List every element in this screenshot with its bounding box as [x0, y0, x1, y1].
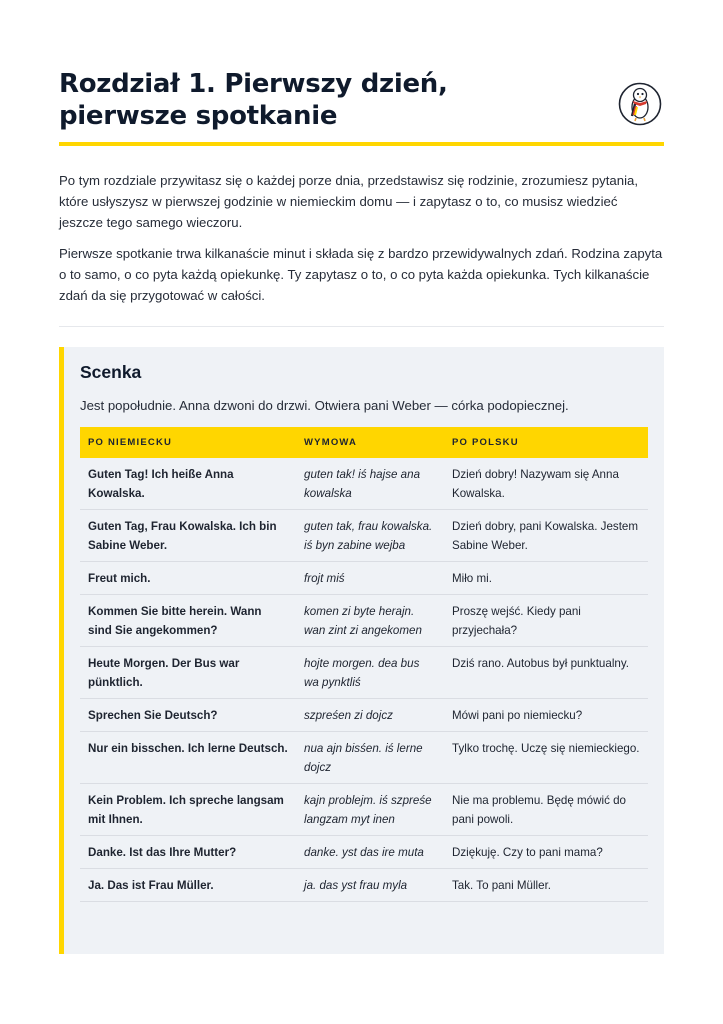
polish-translation: Dzień dobry, pani Kowalska. Jestem Sabine Weber. — [444, 510, 648, 562]
scene-panel — [59, 347, 664, 954]
table-row — [80, 869, 648, 902]
german-phrase: Sprechen Sie Deutsch? — [80, 699, 296, 732]
german-phrase: Nur ein bisschen. Ich lerne Deutsch. — [80, 732, 296, 784]
german-phrase: Heute Morgen. Der Bus war pünktlich. — [80, 647, 296, 699]
scene-title: Scenka — [80, 362, 142, 382]
german-phrase: Freut mich. — [80, 562, 296, 595]
intro-paragraph: Po tym rozdziale przywitasz się o każdej porze dnia, przedstawisz się rodzinie, zrozumiesz pytania, które usłyszysz w pierwszej godzinie w niemieckim domu — i zapytasz o to, co musisz wiedzieć jeszcze tego samego wieczoru. — [59, 173, 639, 230]
scene-description: Jest popołudnie. Anna dzwoni do drzwi. Otwiera pani Weber — córka podopiecznej. — [80, 398, 569, 413]
intro-paragraph: Pierwsze spotkanie trwa kilkanaście minut i składa się z bardzo przewidywalnych zdań. Rodzina zapyta o to samo, o co pyta każdą opiekunkę. Ty zapytasz o to, o co pyta każda opiekunka. Tych kilkanaście zdań da się przygotować w całości. — [59, 246, 663, 303]
table-row — [80, 836, 648, 869]
page-content — [59, 0, 664, 327]
polish-translation: Tylko trochę. Uczę się niemieckiego. — [444, 732, 648, 784]
chapter-title: Rozdział 1. Pierwszy dzień, pierwsze spotkanie — [59, 69, 448, 131]
polish-translation: Tak. To pani Müller. — [444, 869, 648, 902]
german-phrase: Guten Tag, Frau Kowalska. Ich bin Sabine Weber. — [80, 510, 296, 562]
pronunciation: kajn problejm. iś szpreśe langzam myt inen — [296, 784, 444, 836]
polish-translation: Nie ma problemu. Będę mówić do pani powoli. — [444, 784, 648, 836]
dialog-table — [80, 427, 648, 902]
table-row — [80, 562, 648, 595]
polish-translation: Mówi pani po niemiecku? — [444, 699, 648, 732]
pronunciation: guten tak, frau kowalska. iś byn zabine wejba — [296, 510, 444, 562]
table-row — [80, 647, 648, 699]
polish-translation: Dzień dobry! Nazywam się Anna Kowalska. — [444, 458, 648, 510]
german-phrase: Kommen Sie bitte herein. Wann sind Sie angekommen? — [80, 595, 296, 647]
pronunciation: frojt miś — [296, 562, 444, 595]
german-phrase: Kein Problem. Ich spreche langsam mit Ihnen. — [80, 784, 296, 836]
table-header-row — [80, 427, 648, 458]
table-row — [80, 458, 648, 510]
polish-translation: Dziękuję. Czy to pani mama? — [444, 836, 648, 869]
german-phrase: Danke. Ist das Ihre Mutter? — [80, 836, 296, 869]
pronunciation: komen zi byte herajn. wan zint zi angekomen — [296, 595, 444, 647]
german-phrase: Guten Tag! Ich heiße Anna Kowalska. — [80, 458, 296, 510]
column-header-german: PO NIEMIECKU — [80, 427, 296, 458]
table-row — [80, 784, 648, 836]
pronunciation: danke. yst das ire muta — [296, 836, 444, 869]
pronunciation: hojte morgen. dea bus wa pynktliś — [296, 647, 444, 699]
pronunciation: szpreśen zi dojcz — [296, 699, 444, 732]
table-row — [80, 699, 648, 732]
column-header-polish: PO POLSKU — [444, 427, 648, 458]
pronunciation: guten tak! iś hajse ana kowalska — [296, 458, 444, 510]
table-row — [80, 732, 648, 784]
title-underline — [59, 142, 664, 146]
german-phrase: Ja. Das ist Frau Müller. — [80, 869, 296, 902]
chapter-header — [59, 68, 664, 132]
polish-translation: Proszę wejść. Kiedy pani przyjechała? — [444, 595, 648, 647]
intro-text — [59, 170, 664, 306]
pronunciation: nua ajn bisśen. iś lerne dojcz — [296, 732, 444, 784]
table-row — [80, 510, 648, 562]
column-header-pronunciation: WYMOWA — [296, 427, 444, 458]
polish-translation: Miło mi. — [444, 562, 648, 595]
table-row — [80, 595, 648, 647]
pronunciation: ja. das yst frau myla — [296, 869, 444, 902]
bird-mascot-icon — [618, 82, 662, 126]
section-divider — [59, 326, 664, 327]
polish-translation: Dziś rano. Autobus był punktualny. — [444, 647, 648, 699]
